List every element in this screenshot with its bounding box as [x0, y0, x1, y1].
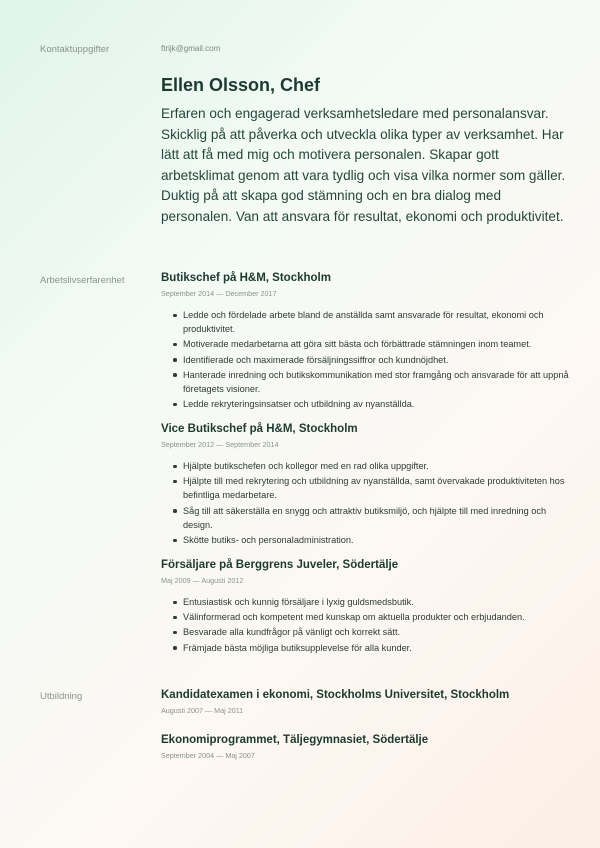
list-item: Ledde och fördelade arbete bland de anställda samt ansvarade för resultat, ekonomi och produktivitet.: [183, 308, 571, 336]
list-item: Identifierade och maximerade försäljningssiffror och kundnöjdhet.: [183, 353, 571, 367]
job-dates: Maj 2009 — Augusti 2012: [161, 576, 244, 585]
list-item: Hjälpte till med rekrytering och utbildning av nyanställda, samt övervakade produktiviteten hos befintliga medarbetare.: [183, 474, 571, 502]
job-title: Butikschef på H&M, Stockholm: [161, 272, 331, 284]
education-dates: Augusti 2007 — Maj 2011: [161, 706, 244, 715]
list-item: Välinformerad och kompetent med kunskap om aktuella produkter och erbjudanden.: [183, 610, 571, 624]
email-link[interactable]: ftrijk@gmail.com: [161, 44, 221, 53]
job-title: Vice Butikschef på H&M, Stockholm: [161, 423, 358, 435]
list-item: Såg till att säkerställa en snygg och attraktiv butiksmiljö, och hjälpte till med inredning och design.: [183, 504, 571, 532]
list-item: Skötte butiks- och personaladministration.: [183, 533, 571, 547]
section-label-education: Utbildning: [40, 691, 83, 702]
education-dates: September 2004 — Maj 2007: [161, 751, 255, 760]
list-item: Motiverade medarbetarna att göra sitt bästa och förbättrade stämningen inom teamet.: [183, 337, 571, 351]
list-item: Hjälpte butikschefen och kollegor med en rad olika uppgifter.: [183, 459, 571, 473]
list-item: Besvarade alla kundfrågor på vänligt och korrekt sätt.: [183, 625, 571, 639]
profile-summary: Erfaren och engagerad verksamhetsledare med personalansvar. Skicklig på att påverka och utveckla olika typer av verksamhet. Har lätt att få med mig och motivera personalen. Skapar gott arbetsklimat genom att vara tydlig och visa vilka normer som gäller. Duktig på att skapa god stämning och en bra dialog med personalen. Van att ansvara för resultat, ekonomi och produktivitet.: [161, 106, 566, 224]
list-item: Främjade bästa möjliga butiksupplevelse för alla kunder.: [183, 641, 571, 655]
job-title: Försäljare på Berggrens Juveler, Södertälje: [161, 559, 399, 571]
experience-entry: [161, 272, 571, 412]
list-item: Entusiastisk och kunnig försäljare i lyxig guldsmedsbutik.: [183, 595, 571, 609]
job-bullets: [161, 459, 571, 547]
job-dates: September 2014 — December 2017: [161, 289, 277, 298]
education-title: Kandidatexamen i ekonomi, Stockholms Universitet, Stockholm: [161, 689, 510, 701]
list-item: Ledde rekryteringsinsatser och utbildning av nyanställda.: [183, 397, 571, 411]
experience-entry: [161, 423, 571, 548]
section-label-experience: Arbetslivserfarenhet: [40, 275, 125, 286]
list-item: Hanterade inredning och butikskommunikation med stor framgång och ansvarade för att uppnå företagets visioner.: [183, 368, 571, 396]
page-title: Ellen Olsson, Chef: [161, 75, 321, 95]
job-dates: September 2012 — September 2014: [161, 440, 279, 449]
education-entry: [161, 734, 571, 770]
section-label-contact: Kontaktuppgifter: [40, 44, 110, 55]
job-bullets: [161, 308, 571, 411]
experience-entry: [161, 559, 571, 656]
education-entry: [161, 689, 571, 725]
education-title: Ekonomiprogrammet, Täljegymnasiet, Södertälje: [161, 734, 429, 746]
job-bullets: [161, 595, 571, 655]
